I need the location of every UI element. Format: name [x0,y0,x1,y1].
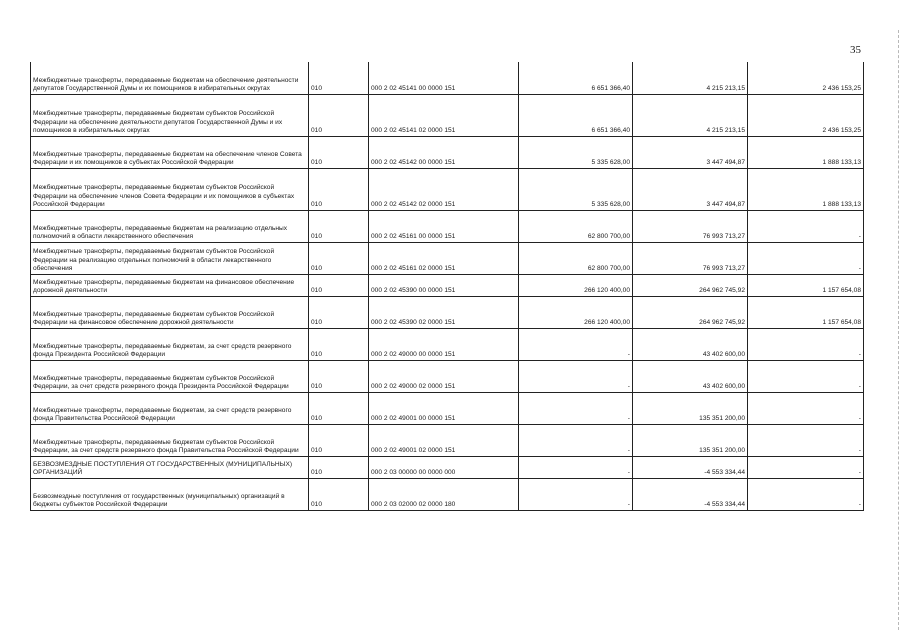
table-row [31,424,864,456]
row-unexecuted-cell: 1 888 133,13 [748,168,864,210]
table-row [31,136,864,168]
row-code-cell: 010 [309,296,369,328]
row-kbk-cell: 000 2 03 02000 02 0000 180 [369,478,519,510]
row-name-cell: Безвозмездные поступления от государственных (муниципальных) организаций в бюджеты субъектов Российской Федерации [31,478,309,510]
row-approved-cell: 266 120 400,00 [519,274,633,296]
row-executed-cell: 76 993 713,27 [633,210,748,242]
row-code-cell: 010 [309,478,369,510]
row-kbk-cell: 000 2 02 45161 00 0000 151 [369,210,519,242]
table-row [31,62,864,94]
row-approved-cell: - [519,328,633,360]
row-kbk-cell: 000 2 02 49000 02 0000 151 [369,360,519,392]
row-kbk-cell: 000 2 02 45142 00 0000 151 [369,136,519,168]
row-name-cell: Межбюджетные трансферты, передаваемые бюджетам субъектов Российской Федерации на обеспечение деятельности депутатов Государственной Думы и их помощников в избирательных округах [31,94,309,136]
row-approved-cell: 6 651 366,40 [519,62,633,94]
row-code-cell: 010 [309,62,369,94]
row-name-cell: Межбюджетные трансферты, передаваемые бюджетам субъектов Российской Федерации на обеспечение членов Совета Федерации и их помощников в субъектах Российской Федерации [31,168,309,210]
table-row [31,210,864,242]
row-executed-cell: 264 962 745,92 [633,274,748,296]
row-approved-cell: 62 800 700,00 [519,210,633,242]
row-executed-cell: 3 447 494,87 [633,168,748,210]
row-name-cell: Межбюджетные трансферты, передаваемые бюджетам субъектов Российской Федерации, за счет средств резервного фонда Президента Российской Федерации [31,360,309,392]
table-row [31,274,864,296]
row-name-cell: Межбюджетные трансферты, передаваемые бюджетам на реализацию отдельных полномочий в области лекарственного обеспечения [31,210,309,242]
row-kbk-cell: 000 2 03 00000 00 0000 000 [369,456,519,478]
table-row [31,392,864,424]
row-kbk-cell: 000 2 02 45390 00 0000 151 [369,274,519,296]
row-name-cell: Межбюджетные трансферты, передаваемые бюджетам на обеспечение деятельности депутатов Государственной Думы и их помощников в избирательных округах [31,62,309,94]
row-code-cell: 010 [309,136,369,168]
table-row [31,94,864,136]
row-name-cell: Межбюджетные трансферты, передаваемые бюджетам субъектов Российской Федерации, за счет средств резервного фонда Правительства Российской Федерации [31,424,309,456]
row-name-cell: Межбюджетные трансферты, передаваемые бюджетам на обеспечение членов Совета Федерации и их помощников в субъектах Российской Федерации [31,136,309,168]
row-kbk-cell: 000 2 02 45141 02 0000 151 [369,94,519,136]
row-approved-cell: 6 651 366,40 [519,94,633,136]
table-row [31,328,864,360]
row-executed-cell: 43 402 600,00 [633,328,748,360]
row-kbk-cell: 000 2 02 45142 02 0000 151 [369,168,519,210]
row-executed-cell: 4 215 213,15 [633,94,748,136]
row-name-cell: Межбюджетные трансферты, передаваемые бюджетам субъектов Российской Федерации на реализацию отдельных полномочий в области лекарственного обеспечения [31,242,309,274]
report-table-body [31,62,864,510]
row-code-cell: 010 [309,274,369,296]
row-approved-cell: - [519,478,633,510]
row-code-cell: 010 [309,424,369,456]
row-executed-cell: 135 351 200,00 [633,424,748,456]
table-row [31,360,864,392]
row-unexecuted-cell: 1 888 133,13 [748,136,864,168]
scan-edge-line [897,30,899,630]
row-executed-cell: 135 351 200,00 [633,392,748,424]
row-unexecuted-cell: - [748,328,864,360]
row-name-cell: Межбюджетные трансферты, передаваемые бюджетам, за счет средств резервного фонда Президента Российской Федерации [31,328,309,360]
table-row [31,242,864,274]
row-code-cell: 010 [309,168,369,210]
row-code-cell: 010 [309,360,369,392]
row-executed-cell: 43 402 600,00 [633,360,748,392]
row-name-cell: Межбюджетные трансферты, передаваемые бюджетам, за счет средств резервного фонда Правительства Российской Федерации [31,392,309,424]
row-kbk-cell: 000 2 02 45161 02 0000 151 [369,242,519,274]
row-approved-cell: - [519,456,633,478]
row-approved-cell: 62 800 700,00 [519,242,633,274]
budget-report-table [30,62,864,511]
row-kbk-cell: 000 2 02 45390 02 0000 151 [369,296,519,328]
table-row [31,456,864,478]
row-unexecuted-cell: - [748,242,864,274]
row-kbk-cell: 000 2 02 49000 00 0000 151 [369,328,519,360]
row-code-cell: 010 [309,242,369,274]
row-code-cell: 010 [309,392,369,424]
row-approved-cell: - [519,424,633,456]
row-executed-cell: -4 553 334,44 [633,456,748,478]
row-unexecuted-cell: 1 157 654,08 [748,274,864,296]
row-unexecuted-cell: 2 436 153,25 [748,94,864,136]
row-executed-cell: 4 215 213,15 [633,62,748,94]
row-approved-cell: 266 120 400,00 [519,296,633,328]
table-row [31,168,864,210]
page-number: 35 [850,44,861,56]
row-kbk-cell: 000 2 02 49001 00 0000 151 [369,392,519,424]
table-row [31,296,864,328]
row-name-cell: Межбюджетные трансферты, передаваемые бюджетам на финансовое обеспечение дорожной деятельности [31,274,309,296]
row-unexecuted-cell: - [748,392,864,424]
row-code-cell: 010 [309,94,369,136]
row-name-cell: БЕЗВОЗМЕЗДНЫЕ ПОСТУПЛЕНИЯ ОТ ГОСУДАРСТВЕННЫХ (МУНИЦИПАЛЬНЫХ) ОРГАНИЗАЦИЙ [31,456,309,478]
row-kbk-cell: 000 2 02 49001 02 0000 151 [369,424,519,456]
row-approved-cell: - [519,360,633,392]
row-unexecuted-cell: - [748,478,864,510]
row-executed-cell: 76 993 713,27 [633,242,748,274]
row-unexecuted-cell: 2 436 153,25 [748,62,864,94]
row-code-cell: 010 [309,210,369,242]
row-executed-cell: 264 962 745,92 [633,296,748,328]
row-approved-cell: 5 335 628,00 [519,168,633,210]
row-kbk-cell: 000 2 02 45141 00 0000 151 [369,62,519,94]
row-executed-cell: 3 447 494,87 [633,136,748,168]
row-unexecuted-cell: - [748,424,864,456]
row-unexecuted-cell: 1 157 654,08 [748,296,864,328]
row-unexecuted-cell: - [748,360,864,392]
row-code-cell: 010 [309,328,369,360]
table-row [31,478,864,510]
row-unexecuted-cell: - [748,456,864,478]
row-code-cell: 010 [309,456,369,478]
row-unexecuted-cell: - [748,210,864,242]
row-name-cell: Межбюджетные трансферты, передаваемые бюджетам субъектов Российской Федерации на финансовое обеспечение дорожной деятельности [31,296,309,328]
row-approved-cell: 5 335 628,00 [519,136,633,168]
row-executed-cell: -4 553 334,44 [633,478,748,510]
row-approved-cell: - [519,392,633,424]
